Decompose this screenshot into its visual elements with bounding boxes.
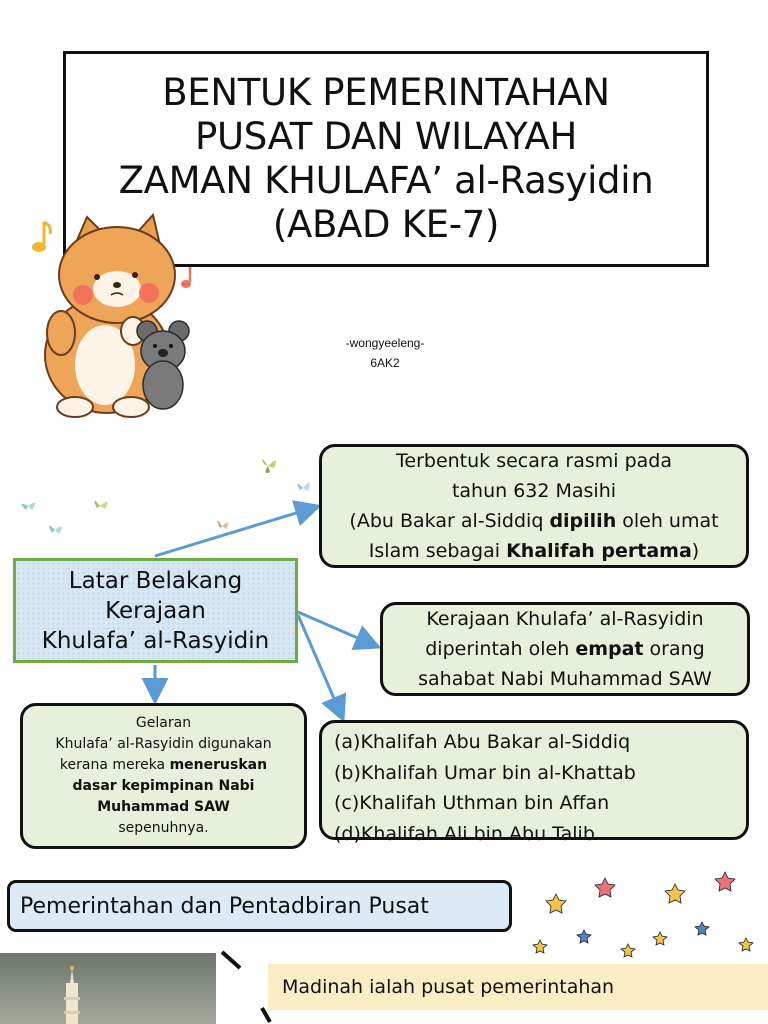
arrow-to-box1 [155, 507, 316, 556]
star-icon [577, 930, 591, 943]
box3-line-1: Gelaran [135, 715, 192, 731]
star-icon [739, 938, 753, 951]
box3-line-3-bold: meneruskan [169, 757, 268, 773]
arrow-to-box4 [298, 615, 342, 717]
box3-line-3-text: kerana mereka [59, 757, 170, 773]
box3-line-3 [60, 755, 267, 776]
star-icon [665, 884, 685, 903]
minaret-icon [0, 953, 216, 1024]
title-line-1: BENTUK PEMERINTAHAN [162, 71, 610, 114]
arrow-to-box2 [298, 612, 376, 646]
box1-line-2: tahun 632 Masihi [451, 480, 617, 502]
mosque-photo [0, 953, 216, 1024]
star-icon [533, 940, 547, 953]
butterfly-icon [49, 526, 62, 534]
box3-line-4 [73, 776, 255, 797]
title-line-4: (ABAD KE-7) [272, 203, 500, 246]
latar-line-2: Kerajaan [105, 597, 206, 624]
divider-stroke [222, 952, 240, 968]
madinah-banner: Madinah ialah pusat pemerintahan [268, 964, 768, 1010]
butterfly-icon [21, 503, 35, 510]
box3-line-5-bold: Muhammad SAW [97, 799, 230, 815]
butterfly-icon [94, 500, 107, 509]
star-icon [595, 878, 615, 897]
box2-line-1: Kerajaan Khulafa’ al-Rasyidin [426, 608, 704, 630]
star-icon [653, 932, 667, 945]
list-item: (d)Khalifah Ali bin Abu Talib [334, 822, 595, 845]
title-line-2: PUSAT DAN WILAYAH [194, 115, 578, 158]
box1-line-3-bold: dipilih [549, 510, 617, 532]
list-item: (a)Khalifah Abu Bakar al-Siddiq [334, 731, 631, 753]
author-name: -wongyeeleng- [345, 336, 425, 350]
box2-line-2-text: diperintah oleh [425, 638, 576, 660]
list-item: (c)Khalifah Uthman bin Affan [334, 792, 610, 814]
butterfly-icon [217, 520, 228, 529]
box1-line-4-bold: Khalifah pertama [506, 540, 692, 562]
box3-line-4-bold: dasar kepimpinan Nabi [72, 778, 255, 794]
star-icon [715, 872, 735, 891]
box2-line-3: sahabat Nabi Muhammad SAW [418, 668, 712, 690]
info-box-formation [319, 444, 749, 568]
box1-line-1: Terbentuk secara rasmi pada [396, 450, 672, 472]
box3-line-5 [97, 797, 230, 818]
box2-line-2-bold: empat [575, 638, 644, 660]
butterfly-icon [262, 458, 276, 473]
author-class: 6AK2 [370, 356, 400, 370]
shiba-dog-icon [25, 205, 205, 420]
latar-line-3: Khulafa’ al-Rasyidin [41, 627, 270, 654]
box1-line-3-text-end: oleh umat [616, 510, 719, 532]
box3-line-2: Khulafa’ al-Rasyidin digunakan [55, 736, 272, 752]
star-icon [546, 894, 566, 913]
divider-stroke [262, 1008, 270, 1022]
star-cluster [533, 872, 753, 957]
box2-line-2-text-end: orang [643, 638, 705, 660]
box2-line-2 [425, 634, 705, 664]
author-credit [330, 333, 440, 373]
latar-line-1: Latar Belakang [68, 567, 243, 594]
box1-line-4-text: Islam sebagai [368, 540, 507, 562]
box1-line-4-text-end: ) [691, 540, 700, 562]
info-box-title-meaning [20, 703, 307, 849]
title-line-3: ZAMAN KHULAFA’ al-Rasyidin [118, 159, 654, 202]
list-item: (b)Khalifah Umar bin al-Khattab [334, 761, 636, 784]
star-icon [695, 922, 709, 935]
box1-line-4 [369, 536, 699, 566]
butterfly-icon [297, 483, 310, 491]
section-heading: Pemerintahan dan Pentadbiran Pusat [7, 880, 512, 932]
khalifah-list-box [319, 720, 749, 845]
box1-line-3-text: (Abu Bakar al-Siddiq [349, 510, 550, 532]
box3-line-6: sepenuhnya. [118, 820, 209, 836]
latar-belakang-box [13, 558, 298, 663]
star-icon [621, 944, 635, 957]
box1-line-3 [349, 506, 718, 536]
info-box-rulers [380, 602, 750, 696]
